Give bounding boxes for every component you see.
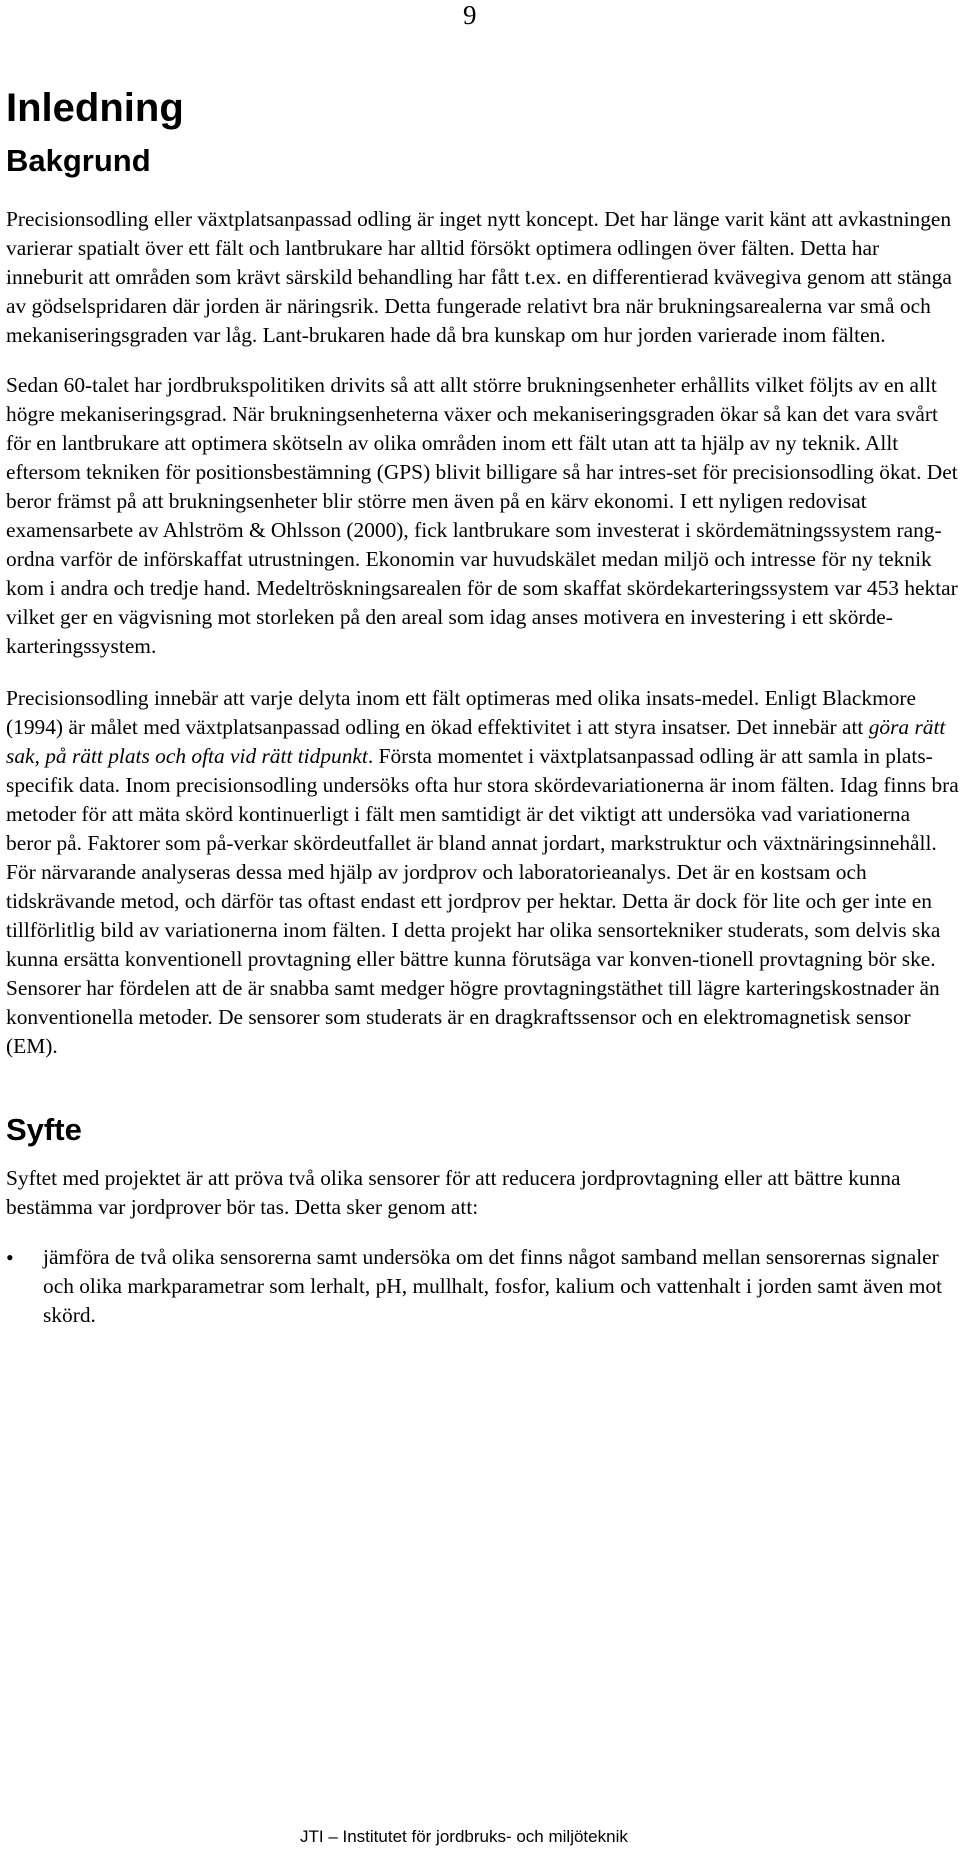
page-number: 9 xyxy=(463,0,477,30)
goal-list xyxy=(6,1243,960,1330)
page-content xyxy=(6,80,960,1330)
paragraph-text: . Första momentet i växtplatsanpassad odling är att samla in plats-specifik data. Inom precisionsodling undersöks ofta hur stora skördevariationerna är inom fälten. Idag finns bra metoder för att mäta skörd kontinuerligt i fält men samtidigt är det viktigt att undersöka vad variationerna beror på. Faktorer som på-verkar skördeutfallet är bland annat jordart, markstruktur och växtnäringsinnehåll. För närvarande analyseras dessa med hjälp av jordprov och laboratorieanalys. Det är en kostsam och tidskrävande metod, och därför tas oftast endast ett jordprov per hektar. Detta är dock för lite och ger inte en tillförlitlig bild av variationerna inom fälten. I detta projekt har olika sensortekniker studerats, som delvis ska kunna ersätta konventionell provtagning eller bättre kunna förutsäga var konven-tionell provtagning bör ske. Sensorer har fördelen att de är snabba samt medger högre provtagningstäthet till lägre karteringskostnader än konventionella metoder. De sensorer som studerats är en dragkraftssensor och en elektromagnetisk sensor (EM). xyxy=(6,744,959,1058)
paragraph-syfte: Syftet med projektet är att pröva två olika sensorer för att reducera jordprovtagning eller att bättre kunna bestämma var jordprover bör tas. Detta sker genom att: xyxy=(6,1166,901,1219)
paragraph-bakgrund-1: Precisionsodling eller växtplatsanpassad odling är inget nytt koncept. Det har länge varit känt att avkastningen varierar spatialt över ett fält och lantbrukare har alltid försökt optimera odlingen över fälten. Detta har inneburit att områden som krävt särskild behandling har fått t.ex. en differentierad kvävegiva genom att stänga av gödselspridaren där jorden är näringsrik. Detta fungerade relativt bra när brukningsarealerna var små och mekaniseringsgraden var låg. Lant-brukaren hade då bra kunskap om hur jorden varierade inom fälten. xyxy=(6,207,952,347)
list-item xyxy=(6,1243,960,1330)
paragraph-bakgrund-2: Sedan 60-talet har jordbrukspolitiken drivits så att allt större brukningsenheter erhållits vilket följts av en allt högre mekaniseringsgrad. När brukningsenheterna växer och mekaniseringsgraden ökar så kan det vara svårt för en lantbrukare att optimera skötseln av olika områden inom ett fält utan att ta hjälp av ny teknik. Allt eftersom tekniken för positionsbestämning (GPS) blivit billigare så har intres-set för precisionsodling ökat. Det beror främst på att brukningsenheter blir större men även på en kärv ekonomi. I ett nyligen redovisat examensarbete av Ahlström & Ohlsson (2000), fick lantbrukare som investerat i skördemätningssystem rang-ordna varför de införskaffat utrustningen. Ekonomin var huvudskälet medan miljö och intresse för ny teknik kom i andra och tredje hand. Medeltröskningsarealen för de som skaffat skördekarteringssystem var 453 hektar vilket ger en vägvisning mot storleken på den areal som idag anses motivera en investering i ett skörde-karteringssystem. xyxy=(6,373,958,658)
paragraph-bakgrund-3 xyxy=(6,684,960,1061)
page-footer: JTI – Institutet för jordbruks- och miljöteknik xyxy=(300,1827,628,1846)
bullet-icon: • xyxy=(6,1245,14,1270)
chapter-title: Inledning xyxy=(6,86,184,130)
list-item-text: jämföra de två olika sensorerna samt undersöka om det finns något samband mellan sensorernas signaler och olika markparametrar som lerhalt, pH, mullhalt, fosfor, kalium och vattenhalt i jorden samt även mot skörd. xyxy=(43,1245,943,1327)
section-heading-syfte: Syfte xyxy=(6,1112,82,1147)
italic-phrase: göra rätt sak, på rätt plats och ofta vid rätt tidpunkt xyxy=(6,715,946,768)
paragraph-text: Precisionsodling innebär att varje delyta inom ett fält optimeras med olika insats-medel. Enligt Blackmore (1994) är målet med växtplatsanpassad odling en ökad effektivitet i att styra insatser. Det innebär att xyxy=(6,686,917,739)
section-heading-bakgrund: Bakgrund xyxy=(6,143,151,178)
